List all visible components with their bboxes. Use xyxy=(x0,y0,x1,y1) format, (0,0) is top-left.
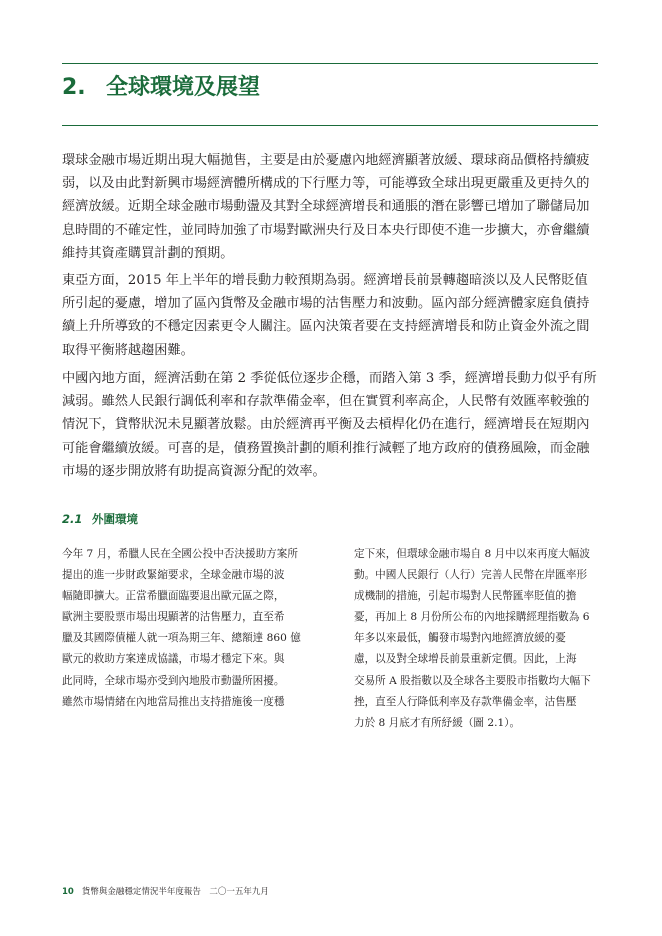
text-line: 臘及其國際債權人就一項為期三年、總額達 860 億 xyxy=(62,632,301,645)
text-line: 挫，直至人行降低利率及存款準備金率，沽售壓 xyxy=(354,695,577,708)
text-line: 幅隨即擴大。正當希臘面臨要退出歐元區之際， xyxy=(62,590,285,603)
text-line: 經濟放緩。近期全球金融市場動盪及其對全球經濟增長和通脹的潛在影響已增加了聯儲局加 xyxy=(62,199,590,215)
left-column xyxy=(62,544,308,713)
section-number: 2. xyxy=(62,75,86,100)
text-line: 雖然市場情緒在內地當局推出支持措施後一度穩 xyxy=(62,695,285,708)
subsection-title: 外圍環境 xyxy=(92,512,138,526)
footer-text: 貨幣與金融穩定情況半年度報告 二〇一五年九月 xyxy=(81,887,269,897)
text-line: 動。中國人民銀行（人行）完善人民幣在岸匯率形 xyxy=(354,569,588,582)
text-line: 交易所 A 股指數以及全球各主要股市指數均大幅下 xyxy=(354,674,591,687)
text-line: 減弱。雖然人民銀行調低利率和存款準備金率，但在實質利率高企，人民幣有效匯率較強的 xyxy=(62,394,590,410)
text-line: 提出的進一步財政緊縮要求，全球金融市場的波 xyxy=(62,569,285,582)
text-line: 東亞方面，2015 年上半年的增長動力較預期為弱。經濟增長前景轉趨暗淡以及人民幣貶值 xyxy=(62,273,588,288)
text-line: 歐洲主要股票市場出現顯著的沽售壓力，直至希 xyxy=(62,611,285,624)
text-line: 續上升所導致的不穩定因素更令人關注。區內決策者要在支持經濟增長和防止資金外流之間 xyxy=(62,319,590,335)
text-line: 定下來，但環球金融市場自 8 月中以來再度大幅波 xyxy=(354,548,590,560)
section-heading xyxy=(62,70,260,101)
text-line: 成機制的措施，引起市場對人民幣匯率貶值的擔 xyxy=(354,590,577,603)
text-line: 歐元的救助方案達成協議，市場才穩定下來。與 xyxy=(62,653,285,666)
text-line: 環球金融市場近期出現大幅拋售，主要是由於憂慮內地經濟顯著放緩、環球商品價格持續疲 xyxy=(62,153,590,168)
text-line: 慮，以及對全球增長前景重新定價。因此，上海 xyxy=(354,653,577,666)
text-line: 情況下，貸幣狀況未見顯著放鬆。由於經濟再平衡及去槓桿化仍在進行，經濟增長在短期內 xyxy=(62,417,590,433)
text-line: 維持其資產購買計劃的預期。 xyxy=(62,245,234,261)
subsection-number: 2.1 xyxy=(62,512,83,526)
intro-paragraph-1 xyxy=(62,149,600,265)
text-line: 弱，以及由此對新興市場經濟體所構成的下行壓力等，可能導致全球出現更嚴重及更持久的 xyxy=(62,176,590,192)
text-line: 憂，再加上 8 月份所公布的內地採購經理指數為 6 xyxy=(354,611,590,624)
text-line: 可能會繼續放緩。可喜的是，債務置換計劃的順利推行減輕了地方政府的債務風險，而金融 xyxy=(62,440,590,456)
text-line: 市場的逐步開放將有助提高資源分配的效率。 xyxy=(62,463,326,479)
page-number: 10 xyxy=(62,887,74,897)
section-title: 全球環境及展望 xyxy=(106,75,261,100)
text-line: 今年 7 月，希臘人民在全國公投中否決援助方案所 xyxy=(62,548,298,560)
text-line: 年多以來最低，觸發市場對內地經濟放緩的憂 xyxy=(354,632,566,645)
text-line: 所引起的憂慮，增加了區內貨幣及金融市場的沽售壓力和波動。區內部分經濟體家庭負債持 xyxy=(62,296,590,312)
page-footer xyxy=(62,885,269,897)
right-column xyxy=(354,544,600,734)
top-rule xyxy=(62,63,598,64)
subsection-heading xyxy=(62,511,138,527)
text-line: 此同時，全球市場亦受到內地股市動盪所困擾。 xyxy=(62,674,285,687)
bottom-rule xyxy=(62,125,598,126)
text-line: 中國內地方面，經濟活動在第 2 季從低位逐步企穩，而踏入第 3 季，經濟增長動力似乎有所 xyxy=(62,371,597,386)
text-line: 取得平衡將越趨困難。 xyxy=(62,342,194,358)
text-line: 力於 8 月底才有所紓緩（圖 2.1）。 xyxy=(354,716,521,729)
intro-paragraph-2 xyxy=(62,269,600,362)
intro-paragraph-3 xyxy=(62,367,600,483)
text-line: 息時間的不確定性，並同時加強了市場對歐洲央行及日本央行即使不進一步擴大，亦會繼續 xyxy=(62,222,590,238)
